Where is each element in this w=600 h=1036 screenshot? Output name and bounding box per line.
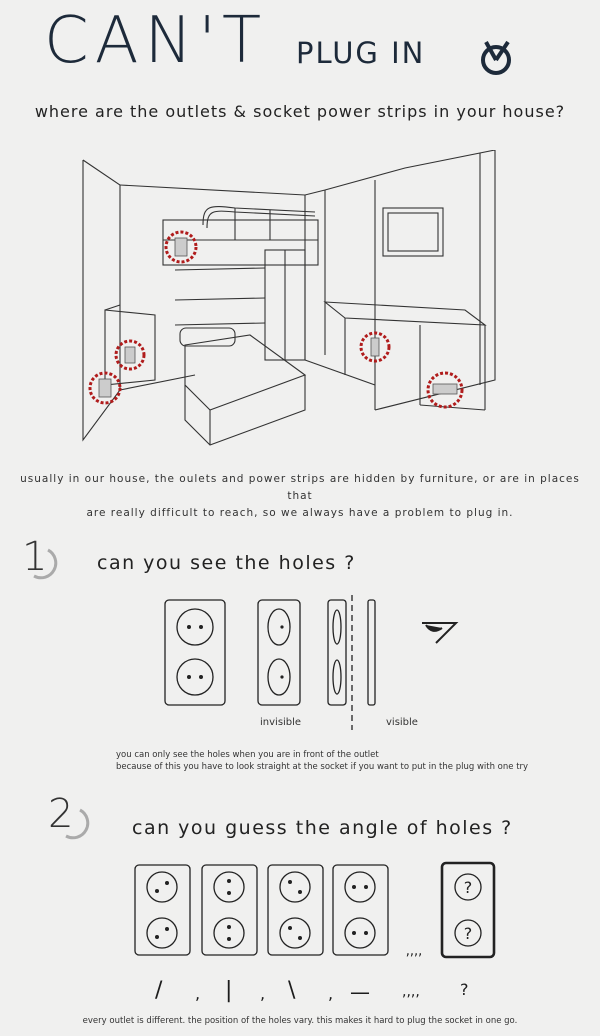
step1-note-line-2: because of this you have to look straight at the socket if you want to put in the plug with one try (116, 762, 529, 772)
step2-arc-icon (60, 806, 90, 840)
angle-horizontal: — (350, 980, 370, 1004)
step2-number: 2 (48, 791, 74, 837)
angle-diagonal-up: / (155, 978, 163, 1003)
step1-note (116, 749, 528, 773)
angle-diagonal-down: \ (288, 978, 296, 1003)
label-visible: visible (386, 717, 418, 728)
step1-number: 1 (22, 534, 48, 580)
unknown-mark-bottom: ? (463, 924, 473, 943)
label-invisible: invisible (260, 717, 302, 728)
step1-outlet-views (160, 595, 470, 730)
outlet-ellipsis: ,,,, (405, 944, 423, 959)
step1-note-line-1: you can only see the holes when you are in front of the outlet (116, 750, 379, 760)
intro-question: where are the outlets & socket power strips in your house? (34, 102, 566, 121)
step2-note: every outlet is different. the position of the holes vary. this makes it hard to plug the socket in one go. (82, 1016, 518, 1026)
angle-unknown: ? (460, 980, 469, 999)
angle-vertical: | (225, 978, 233, 1003)
angle-separator: , (328, 984, 334, 1003)
angle-ellipsis: ,,,, (402, 984, 420, 1000)
angle-separator: , (260, 984, 266, 1003)
unknown-mark-top: ? (463, 878, 473, 897)
angle-row (150, 978, 480, 1008)
angle-separator: , (195, 984, 201, 1003)
room-illustration (75, 150, 515, 455)
step2-outlet-row (130, 860, 500, 960)
step1-arc-icon (28, 546, 58, 580)
page-subtitle: PLUG IN (296, 36, 426, 70)
intro-text (10, 471, 590, 522)
intro-line-2: are really difficult to reach, so we always have a problem to plug in. (86, 507, 514, 519)
page-title: CAN'T (44, 4, 268, 78)
intro-line-1: usually in our house, the oulets and power strips are hidden by furniture, or are in places that (20, 473, 580, 502)
step1-question: can you see the holes ? (97, 552, 356, 574)
unplug-clock-icon (476, 36, 516, 78)
eye-icon (422, 623, 456, 643)
step2-question: can you guess the angle of holes ? (132, 817, 513, 839)
